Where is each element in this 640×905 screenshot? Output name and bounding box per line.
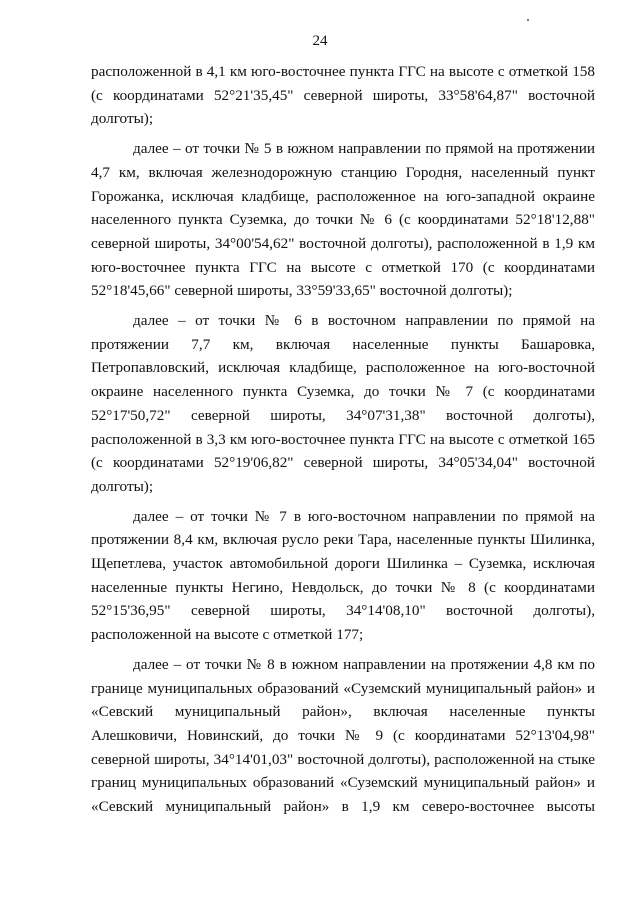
paragraph: далее – от точки № 6 в восточном направлении по прямой на протяжении 7,7 км, включая населенные пункты Башаровка, Петропавловский, исключая кладбище, расположенное на юго-восточной окраине населенного пункта Суземка, до точки № 7 (с координатами 52°17'50,72" северной широты, 34°07'31,38" восточной долготы), расположенной в 3,3 км юго-восточнее пункта ГГС на высоте с отметкой 165 (с координатами 52°19'06,82" северной широты, 34°05'34,04" восточной долготы); (91, 312, 595, 495)
document-body (91, 60, 595, 819)
paragraph: далее – от точки № 5 в южном направлении по прямой на протяжении 4,7 км, включая железнодорожную станцию Городня, населенный пункт Горожанка, исключая кладбище, расположенное на юго-западной окраине населенного пункта Суземка, до точки № 6 (с координатами 52°18'12,88" северной широты, 34°00'54,62" восточной долготы), расположенной в 1,9 км юго-восточнее пункта ГГС на высоте с отметкой 170 (с координатами 52°18'45,66" северной широты, 33°59'33,65" восточной долготы); (91, 140, 595, 300)
paragraph: далее – от точки № 7 в юго-восточном направлении по прямой на протяжении 8,4 км, включая русло реки Тара, населенные пункты Шилинка, Щепетлева, участок автомобильной дороги Шилинка – Суземка, исключая населенные пункты Негино, Невдольск, до точки № 8 (с координатами 52°15'36,95" северной широты, 34°14'08,10" восточной долготы), расположенной на высоте с отметкой 177; (91, 507, 595, 644)
paragraph: расположенной в 4,1 км юго-восточнее пункта ГГС на высоте с отметкой 158 (с координатами 52°21'35,45" северной широты, 33°58'64,87" восточной долготы); (91, 63, 595, 128)
scan-speck (527, 19, 529, 21)
page-number: 24 (312, 33, 328, 49)
paragraph: далее – от точки № 8 в южном направлении на протяжении 4,8 км по границе муниципальных образований «Суземский муниципальный район» и «Севский муниципальный район», включая населенные пункты Алешковичи, Новинский, до точки № 9 (с координатами 52°13'04,98" северной широты, 34°14'01,03" восточной долготы), расположенной на стыке границ муниципальных образований «Суземский муниципальный район» и «Севский муниципальный район» в 1,9 км северо-восточнее высоты (91, 655, 595, 816)
